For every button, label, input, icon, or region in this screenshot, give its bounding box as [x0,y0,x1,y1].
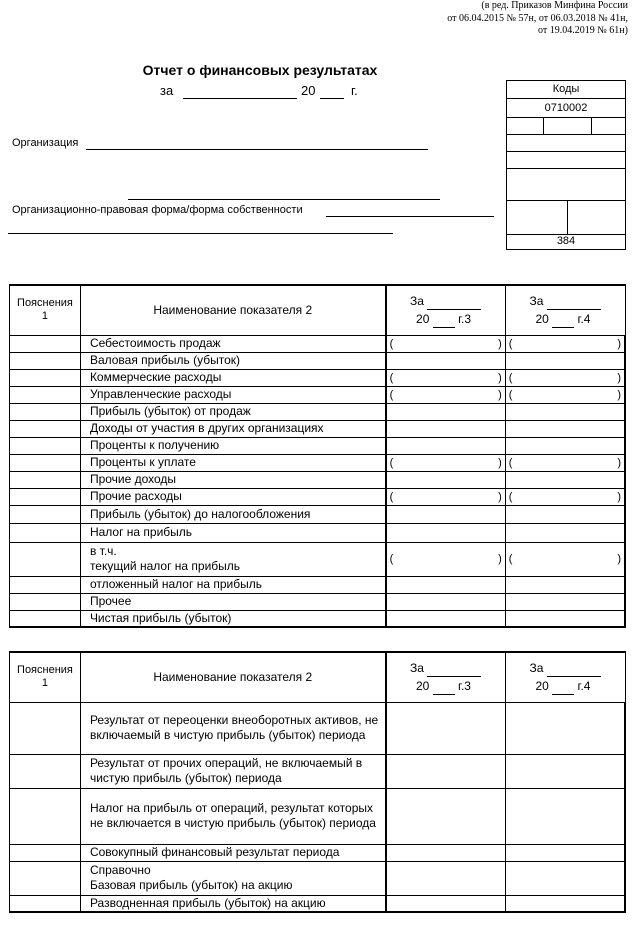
period3-value-cell[interactable] [386,610,506,627]
indicator-name: Налог на прибыль [80,523,385,542]
legal-form-label: Организационно-правовая форма/форма собственности [12,204,303,216]
okpo-code-cell[interactable] [507,135,625,152]
period4-value-cell[interactable] [505,471,625,488]
note-cell[interactable] [10,754,81,788]
period-date-field[interactable] [183,98,297,99]
table-row [10,895,626,912]
indicator-name: Результат от прочих операций, не включаемый в чистую прибыль (убыток) периода [80,754,385,788]
period4-value-cell[interactable] [505,437,625,454]
period3-value-cell[interactable] [386,488,506,505]
note-cell[interactable] [10,505,81,523]
close-paren: ) [498,456,502,469]
period3-value-cell[interactable] [386,471,506,488]
revision-note-line2: от 06.04.2015 № 57н, от 06.03.2018 № 41н, [447,12,628,24]
indicator-name: Разводненная прибыль (убыток) на акцию [80,895,385,912]
table-row [10,861,626,895]
period4-value-cell[interactable] [505,352,625,369]
table-row [10,437,626,454]
close-paren: ) [498,553,502,565]
organization-field[interactable] [86,149,428,150]
table-row [10,454,626,471]
period4-value-cell[interactable] [505,335,625,352]
table-row [10,576,626,593]
notes-col-header-2: Пояснения 1 [10,652,81,702]
period-za-label: за [160,83,174,98]
open-paren: ( [389,490,394,503]
note-cell[interactable] [10,523,81,542]
note-cell[interactable] [10,437,81,454]
close-paren: ) [617,337,621,350]
period4-col-header-2 [505,652,625,702]
note-cell[interactable] [10,386,81,403]
indicator-name: Валовая прибыль (убыток) [80,352,385,369]
period3-value-cell[interactable] [386,861,506,895]
period3-value-cell[interactable] [386,788,506,844]
report-title: Отчет о финансовых результатах [142,62,378,78]
close-paren: ) [617,490,621,503]
codes-box [506,80,626,250]
period3-col-header-2 [386,652,506,702]
note-cell[interactable] [10,593,81,610]
period4-value-cell[interactable] [505,454,625,471]
period4-year-2: 20 [535,679,549,694]
open-paren: ( [389,553,394,565]
note-cell[interactable] [10,471,81,488]
table-row [10,593,626,610]
period4-value-cell[interactable] [505,386,625,403]
indicator-name: отложенный налог на прибыль [80,576,385,593]
note-cell[interactable] [10,788,81,844]
period3-value-cell[interactable] [386,505,506,523]
indicator-name: Себестоимость продаж [80,335,385,352]
activity-field[interactable] [128,199,440,200]
period3-suffix-2: г.3 [458,679,471,694]
note-cell[interactable] [10,844,81,861]
period3-za-2: За [410,661,424,676]
close-paren: ) [498,388,502,401]
period4-value-cell[interactable] [505,702,625,754]
period4-value-cell[interactable] [505,523,625,542]
period4-value-cell[interactable] [505,593,625,610]
period4-suffix: г.4 [577,312,591,327]
table-row [10,369,626,386]
address-field[interactable] [8,233,393,234]
note-cell[interactable] [10,861,81,895]
table-row [10,610,626,627]
note-cell[interactable] [10,335,81,352]
period3-value-cell[interactable] [386,386,506,403]
okei-code: 384 [556,235,576,247]
period3-value-cell[interactable] [386,403,506,420]
period3-value-cell[interactable] [386,593,506,610]
table-row [10,844,626,861]
period4-suffix-2: г.4 [577,679,591,694]
indicator-name: Коммерческие расходы [80,369,385,386]
open-paren: ( [508,553,513,565]
indicator-name: Проценты к уплате [80,454,385,471]
period3-value-cell[interactable] [386,523,506,542]
note-cell[interactable] [10,895,81,912]
table-row [10,505,626,523]
period4-value-cell[interactable] [505,488,625,505]
table-row [10,523,626,542]
indicator-name: Прибыль (убыток) от продаж [80,403,385,420]
period3-value-cell[interactable] [386,542,506,576]
revision-note-line1: (в ред. Приказов Минфина России [481,0,628,11]
close-paren: ) [498,371,502,384]
period3-value-cell[interactable] [386,335,506,352]
table-row [10,386,626,403]
note-cell[interactable] [10,488,81,505]
indicator-name: Справочно Базовая прибыль (убыток) на акцию [80,861,385,895]
okved-code-cell[interactable] [507,169,625,201]
open-paren: ( [508,371,513,384]
indicator-name: Прочее [80,593,385,610]
period-year-field[interactable] [320,98,344,99]
table-row [10,542,626,576]
period3-value-cell[interactable] [386,369,506,386]
indicator-name: Прочие расходы [80,488,385,505]
period4-za: За [529,294,544,309]
indicator-col-header: Наименование показателя 2 [80,285,385,335]
revision-note [447,0,628,38]
period3-value-cell[interactable] [386,754,506,788]
close-paren: ) [617,388,621,401]
indicator-name: Налог на прибыль от операций, результат которых не включается в чистую прибыль (убыток) периода [80,788,385,844]
legal-form-field[interactable] [326,216,494,217]
period4-col-header [505,285,625,335]
period3-year: 20 [416,312,430,327]
period3-value-cell[interactable] [386,437,506,454]
period4-value-cell[interactable] [505,861,625,895]
table-row [10,488,626,505]
table-row [10,788,626,844]
open-paren: ( [508,490,513,503]
inn-code-cell[interactable] [507,152,625,169]
period4-value-cell[interactable] [505,754,625,788]
period-g-label: г. [351,83,358,98]
table-row [10,702,626,754]
comprehensive-results-table [9,651,626,913]
table-row [10,403,626,420]
note-cell[interactable] [10,420,81,437]
open-paren: ( [508,388,513,401]
period3-suffix: г.3 [458,312,471,327]
okud-code: 0710002 [507,99,625,118]
open-paren: ( [508,456,513,469]
period3-value-cell[interactable] [386,895,506,912]
period3-value-cell[interactable] [386,576,506,593]
table-row [10,420,626,437]
table-row [10,754,626,788]
period4-value-cell[interactable] [505,844,625,861]
indicator-name: Управленческие расходы [80,386,385,403]
period4-value-cell[interactable] [505,788,625,844]
indicator-name: Проценты к получению [80,437,385,454]
table-row [10,471,626,488]
open-paren: ( [389,337,394,350]
period3-value-cell[interactable] [386,844,506,861]
indicator-name: Доходы от участия в других организациях [80,420,385,437]
open-paren: ( [508,337,513,350]
close-paren: ) [617,456,621,469]
indicator-name: Прибыль (убыток) до налогообложения [80,505,385,523]
close-paren: ) [498,337,502,350]
note-cell[interactable] [10,702,81,754]
date-code-cell[interactable] [507,118,625,135]
period3-value-cell[interactable] [386,702,506,754]
period3-col-header [386,285,506,335]
note-cell[interactable] [10,610,81,627]
period3-value-cell[interactable] [386,454,506,471]
period4-value-cell[interactable] [505,610,625,627]
close-paren: ) [617,553,621,565]
okopf-code-cell[interactable] [507,201,625,235]
revision-note-line3: от 19.04.2019 № 61н) [538,25,628,36]
open-paren: ( [389,371,394,384]
notes-col-header: Пояснения 1 [10,285,81,335]
period3-value-cell[interactable] [386,420,506,437]
codes-header: Коды [507,81,625,99]
indicator-name: Прочие доходы [80,471,385,488]
note-cell[interactable] [10,454,81,471]
period4-za-2: За [529,661,544,676]
indicator-col-header-2: Наименование показателя 2 [80,652,385,702]
note-cell[interactable] [10,369,81,386]
indicator-name: Чистая прибыль (убыток) [80,610,385,627]
period3-year-2: 20 [416,679,430,694]
period4-year: 20 [535,312,549,327]
period4-value-cell[interactable] [505,895,625,912]
period-twenty-label: 20 [301,83,316,98]
period3-za: За [410,294,424,309]
organization-label: Организация [12,137,79,149]
indicator-name: Результат от переоценки внеоборотных активов, не включаемый в чистую прибыль (убыток) периода [80,702,385,754]
indicator-name: Совокупный финансовый результат периода [80,844,385,861]
open-paren: ( [389,388,394,401]
table-row [10,335,626,352]
period4-value-cell[interactable] [505,403,625,420]
note-cell[interactable] [10,352,81,369]
note-cell[interactable] [10,403,81,420]
note-cell[interactable] [10,542,81,576]
period4-value-cell[interactable] [505,369,625,386]
period3-value-cell[interactable] [386,352,506,369]
close-paren: ) [498,490,502,503]
table-row [10,352,626,369]
period4-value-cell[interactable] [505,420,625,437]
period4-value-cell[interactable] [505,505,625,523]
period4-value-cell[interactable] [505,576,625,593]
financial-results-table [9,284,626,628]
note-cell[interactable] [10,576,81,593]
open-paren: ( [389,456,394,469]
indicator-name: в т.ч. текущий налог на прибыль [80,542,385,576]
close-paren: ) [617,371,621,384]
period4-value-cell[interactable] [505,542,625,576]
